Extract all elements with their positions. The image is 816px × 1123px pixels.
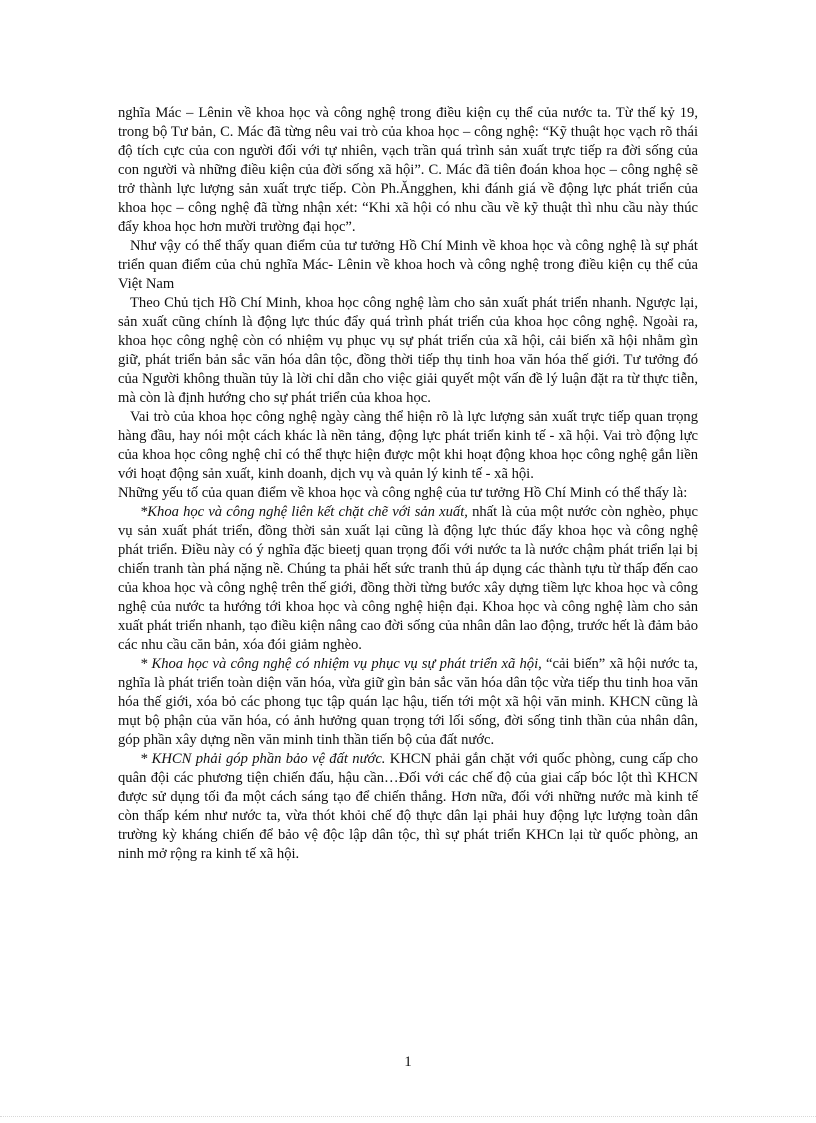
- page-bottom-divider: [0, 1116, 816, 1117]
- paragraph-text: , “cải biến” xã hội nước ta, nghĩa là phát triển toàn diện văn hóa, vừa giữ gìn bản sắc văn hóa dân tộc vừa tiếp thu tinh hoa văn hóa thế giới, xóa bỏ các phong tục tập quán lạc hậu, tiến tới một xã hội văn minh. KHCN cũng là mụt bộ phận của văn hóa, có ảnh hưởng quan trọng tới lối sống, đời sống tinh thần của nhân dân, góp phần xây dựng nền văn minh tinh thần tiến bộ của đất nước.: [118, 656, 699, 748]
- paragraph-point-production: [118, 503, 698, 655]
- paragraph-role-of-science: [118, 408, 698, 484]
- paragraph-ho-chi-minh-view: [118, 237, 698, 294]
- paragraph-text: Vai trò của khoa học công nghệ ngày càng thể hiện rõ là lực lượng sản xuất trực tiếp quan trọng hàng đầu, hay nói một cách khác là nền tảng, động lực phát triển kinh tế - xã hội. Vai trò động lực của khoa học công nghệ chỉ có thể thực hiện được một khi hoạt động khoa học công nghệ gắn liền với hoạt động sản xuất, kinh doanh, dịch vụ và quản lý kinh tế - xã hội.: [118, 409, 698, 482]
- paragraph-text: Theo Chủ tịch Hồ Chí Minh, khoa học công nghệ làm cho sản xuất phát triển nhanh. Ngược lại, sản xuất cũng chính là động lực thúc đẩy quá trình phát triển của khoa học công nghệ. Ngoài ra, khoa học công nghệ còn có nhiệm vụ phục vụ sự phát triển của xã hội, cải biến xã hội nhằm gìn giữ, phát triển bản sắc văn hóa dân tộc, đồng thời tiếp thụ tinh hoa văn hóa thế giới. Tư tưởng đó của Người không thuần tủy là lời chỉ dẫn cho việc giải quyết một vấn đề lý luận đặt ra từ thực tiễn, mà còn là định hướng cho sự phát triển của khoa học.: [118, 295, 698, 406]
- point-heading: * Khoa học và công nghệ có nhiệm vụ phục vụ sự phát triển xã hội: [140, 656, 539, 672]
- paragraph-production-science: [118, 294, 698, 408]
- paragraph-text: nghĩa Mác – Lênin về khoa học và công nghệ trong điều kiện cụ thể của nước ta. Từ thế kỷ 19, trong bộ Tư bản, C. Mác đã từng nêu vai trò của khoa học – công nghệ: “Kỹ thuật học vạch rõ thái độ tích cực của con người đối với tự nhiên, vạch trần quá trình sản xuất trực tiếp ra đời sống của con người và những điều kiện của đời sống xã hội”. C. Mác đã tiên đoán khoa học – công nghệ sẽ trở thành lực lượng sản xuất trực tiếp. Còn Ph.Ăngghen, khi đánh giá về động lực phát triển của khoa học – công nghệ đã từng nhận xét: “Khi xã hội có nhu cầu về kỹ thuật thì nhu cầu này thúc đẩy khoa học hơn mười trường đại học”.: [118, 105, 698, 235]
- paragraph-marx-engels: [118, 104, 698, 237]
- paragraph-text: KHCN phải gắn chặt với quốc phòng, cung cấp cho quân đội các phương tiện chiến đấu, hậu cần…Đối với các chế độ của giai cấp bóc lột thì KHCN được sử dụng tối đa một cách sáng tạo để chiến thắng. Hơn nữa, đối với những nước mà kinh tế còn thấp kém như nước ta, vừa thót khỏi chế độ thực dân lại phải huy động lực lượng toàn dân trường kỳ kháng chiến để bảo vệ độc lập dân tộc, thì sự phát triển KHCn lại từ quốc phòng, an ninh mở rộng ra kinh tế xã hội.: [118, 751, 698, 862]
- paragraph-point-defense: [118, 750, 698, 864]
- page-number: 1: [404, 1054, 412, 1070]
- point-heading: *Khoa học và công nghệ liên kết chặt chẽ với sản xuất: [140, 504, 465, 520]
- paragraph-text: Như vậy có thể thấy quan điểm của tư tưởng Hồ Chí Minh về khoa học và công nghệ là sự phát triển quan điểm của chủ nghĩa Mác- Lênin về khoa hoch và công nghệ trong điều kiện cụ thể của Việt Nam: [118, 238, 698, 292]
- body-text: [118, 104, 698, 864]
- paragraph-text: , nhất là của một nước còn nghèo, phục vụ sản xuất phát triển, đồng thời sản xuất lại cũng là động lực thúc đẩy khoa học và công nghệ phát triển. Điều này có ý nghĩa đặc bieetj quan trọng đối với nước ta là nước chậm phát triển lại bị chiến tranh tàn phá nặng nề. Chúng ta phải hết sức tranh thủ áp dụng các thành tựu từ thấp đến cao của khoa học và công nghệ trên thế giới, đồng thời từng bước xây dựng tiềm lực khoa học và công nghệ của nước ta hướng tới khoa học và công nghệ hiện đại. Khoa học và công nghệ làm cho sản xuất phát triển nhanh, tạo điều kiện nâng cao đời sống của nhân dân lao động, trước hết là đảm bảo các nhu cầu căn bản, xóa đói giảm nghèo.: [118, 504, 698, 653]
- paragraph-point-society: [118, 655, 698, 750]
- paragraph-text: Những yếu tố của quan điểm về khoa học và công nghệ của tư tưởng Hồ Chí Minh có thể thấy là:: [118, 485, 688, 501]
- paragraph-elements-intro: [118, 484, 698, 503]
- point-heading: * KHCN phải góp phần bảo vệ đất nước.: [140, 751, 386, 767]
